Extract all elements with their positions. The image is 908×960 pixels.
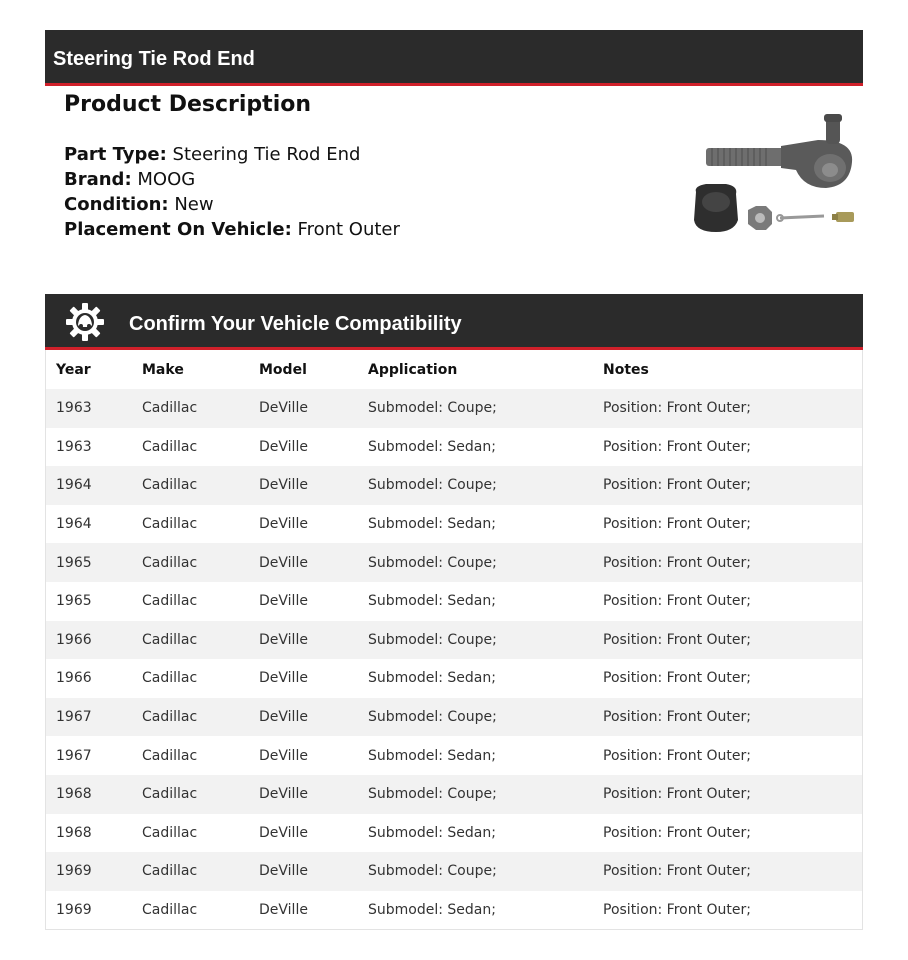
table-row (46, 466, 862, 505)
spec-value: MOOG (137, 169, 196, 190)
table-cell: Cadillac (142, 863, 198, 880)
table-cell: Position: Front Outer; (603, 902, 752, 919)
table-cell: Submodel: Coupe; (368, 786, 497, 803)
table-cell: 1965 (56, 554, 92, 571)
spec-key: Placement On Vehicle: (64, 219, 292, 240)
table-cell: Submodel: Sedan; (368, 438, 496, 455)
table-row (46, 891, 862, 930)
table-row (46, 659, 862, 698)
table-cell: Submodel: Coupe; (368, 400, 497, 417)
compat-table-wrap (45, 350, 863, 930)
spec-part-type (64, 142, 400, 167)
table-cell: Submodel: Coupe; (368, 554, 497, 571)
table-header-row (46, 350, 862, 389)
compat-bar (45, 294, 863, 350)
table-cell: Cadillac (142, 747, 198, 764)
table-cell: Submodel: Sedan; (368, 516, 496, 533)
spec-list (64, 142, 400, 242)
spec-key: Condition: (64, 194, 169, 215)
product-image (686, 110, 858, 242)
table-cell: DeVille (259, 400, 308, 417)
table-cell: Cadillac (142, 670, 198, 687)
table-row (46, 852, 862, 891)
table-cell: Position: Front Outer; (603, 709, 752, 726)
gear-icon (65, 302, 105, 342)
table-row (46, 505, 862, 544)
table-cell: Position: Front Outer; (603, 593, 752, 610)
table-cell: Submodel: Coupe; (368, 631, 497, 648)
description-heading: Product Description (64, 92, 312, 117)
table-cell: Cadillac (142, 554, 198, 571)
col-application: Application (368, 361, 458, 378)
table-cell: Position: Front Outer; (603, 670, 752, 687)
spec-value: Front Outer (297, 219, 400, 240)
table-cell: 1969 (56, 863, 92, 880)
table-cell: Cadillac (142, 516, 198, 533)
table-cell: 1966 (56, 631, 92, 648)
table-row (46, 543, 862, 582)
col-year: Year (56, 361, 91, 378)
table-cell: Cadillac (142, 902, 198, 919)
table-cell: DeVille (259, 516, 308, 533)
table-cell: DeVille (259, 477, 308, 494)
table-cell: DeVille (259, 709, 308, 726)
table-cell: Position: Front Outer; (603, 786, 752, 803)
table-cell: Cadillac (142, 824, 198, 841)
table-cell: Cadillac (142, 631, 198, 648)
page-title: Steering Tie Rod End (53, 48, 255, 70)
table-cell: DeVille (259, 670, 308, 687)
table-row (46, 698, 862, 737)
compat-title: Confirm Your Vehicle Compatibility (129, 313, 462, 335)
spec-value: Steering Tie Rod End (172, 144, 361, 165)
table-cell: DeVille (259, 438, 308, 455)
table-cell: DeVille (259, 863, 308, 880)
table-cell: 1964 (56, 516, 92, 533)
table-cell: DeVille (259, 554, 308, 571)
table-cell: Position: Front Outer; (603, 747, 752, 764)
table-row (46, 736, 862, 775)
table-cell: 1968 (56, 786, 92, 803)
table-cell: DeVille (259, 631, 308, 648)
table-cell: Cadillac (142, 400, 198, 417)
spec-key: Brand: (64, 169, 132, 190)
table-cell: Submodel: Coupe; (368, 863, 497, 880)
table-cell: Position: Front Outer; (603, 631, 752, 648)
spec-key: Part Type: (64, 144, 167, 165)
table-cell: Submodel: Sedan; (368, 593, 496, 610)
col-model: Model (259, 361, 307, 378)
table-cell: Cadillac (142, 709, 198, 726)
table-cell: Submodel: Sedan; (368, 670, 496, 687)
table-cell: 1968 (56, 824, 92, 841)
table-cell: 1965 (56, 593, 92, 610)
table-row (46, 582, 862, 621)
compat-table (46, 350, 862, 929)
table-cell: Cadillac (142, 477, 198, 494)
table-row (46, 428, 862, 467)
col-make: Make (142, 361, 184, 378)
table-row (46, 389, 862, 428)
table-cell: Submodel: Coupe; (368, 709, 497, 726)
table-cell: 1966 (56, 670, 92, 687)
table-cell: Position: Front Outer; (603, 863, 752, 880)
table-cell: 1963 (56, 400, 92, 417)
spec-brand (64, 167, 400, 192)
table-cell: DeVille (259, 824, 308, 841)
table-cell: Cadillac (142, 593, 198, 610)
table-cell: Position: Front Outer; (603, 438, 752, 455)
table-cell: Submodel: Sedan; (368, 824, 496, 841)
table-cell: 1967 (56, 747, 92, 764)
table-cell: 1963 (56, 438, 92, 455)
table-cell: Position: Front Outer; (603, 400, 752, 417)
col-notes: Notes (603, 361, 649, 378)
table-cell: Submodel: Sedan; (368, 747, 496, 764)
spec-placement (64, 217, 400, 242)
table-cell: 1969 (56, 902, 92, 919)
table-cell: DeVille (259, 747, 308, 764)
table-cell: Cadillac (142, 786, 198, 803)
table-cell: DeVille (259, 593, 308, 610)
table-cell: DeVille (259, 786, 308, 803)
spec-condition (64, 192, 400, 217)
table-row (46, 775, 862, 814)
table-cell: Submodel: Sedan; (368, 902, 496, 919)
table-row (46, 814, 862, 853)
table-body (46, 389, 862, 929)
table-cell: Position: Front Outer; (603, 824, 752, 841)
table-cell: Position: Front Outer; (603, 516, 752, 533)
spec-value: New (174, 194, 214, 215)
table-cell: Position: Front Outer; (603, 554, 752, 571)
table-cell: Position: Front Outer; (603, 477, 752, 494)
table-row (46, 621, 862, 660)
table-cell: 1967 (56, 709, 92, 726)
table-cell: 1964 (56, 477, 92, 494)
table-cell: Cadillac (142, 438, 198, 455)
table-cell: DeVille (259, 902, 308, 919)
table-cell: Submodel: Coupe; (368, 477, 497, 494)
title-bar (45, 30, 863, 86)
